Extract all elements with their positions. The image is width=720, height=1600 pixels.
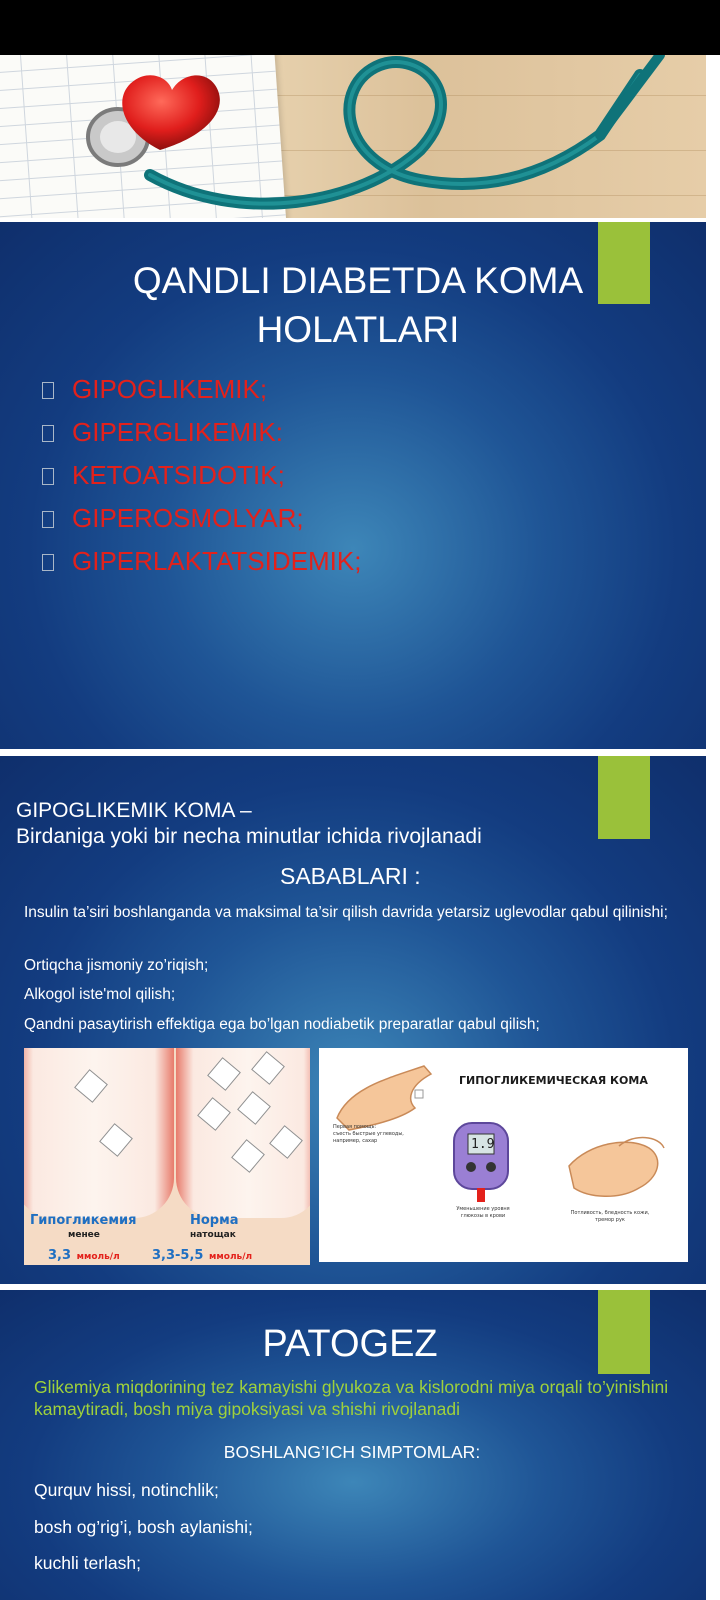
cause-text: Insulin ta’siri boshlanganda va maksimal ta’sir qilish davrida yetarsiz uglevodlar qabul qilinishi; [24,904,668,921]
list-item-label: GIPOGLIKEMIK; [72,374,268,404]
slide-coma-types [0,222,706,749]
hypo-unit: ммоль/л [76,1252,120,1262]
vessel-hypo [24,1048,174,1218]
coma-type-list [42,368,361,583]
list-item [42,454,361,497]
list-item-label: GIPERGLIKEMIK: [72,417,283,447]
top-black-bar [0,0,720,55]
list-item [42,497,361,540]
heading-causes: SABABLARI : [280,863,421,889]
sugar-cube-icon [415,1090,423,1098]
list-item [42,540,361,583]
meter-value: 1.9 [471,1137,495,1152]
header-photo [0,55,706,218]
heading-description: Birdaniga yoki bir necha minutlar ichida rivojlanadi [16,825,482,848]
hypo-sub: менее [68,1230,100,1240]
stethoscope-icon [0,55,706,218]
norm-sub: натощак [190,1230,236,1240]
bullet-icon [42,554,54,571]
symptom-item: kuchli terlash; [34,1553,141,1573]
list-item [42,368,361,411]
first-aid-caption: Первая помощь: съесть быстрые углеводы, например, сахар [333,1124,404,1144]
symptom-item: Qurquv hissi, notinchlik; [34,1480,219,1500]
hypoglycemic-coma-infographic [319,1048,688,1262]
hypo-value-line [48,1244,120,1263]
bullet-icon [42,382,54,399]
hypo-value: 3,3 [48,1248,72,1263]
bullet-icon [42,511,54,528]
heading-coma: GIPOGLIKEMIK KOMA – [16,799,252,822]
blood-vessel-illustration [24,1048,310,1265]
symptoms-heading: BOSHLANG’ICH SIMPTOMLAR: [223,1442,481,1462]
cause-text: Ortiqcha jismoniy zo’riqish; [24,957,209,974]
symptom-item: bosh og’rig’i, bosh aylanishi; [34,1517,253,1537]
slide-hypoglycemic-coma [0,756,706,1284]
title-line-1: QANDLI DIABETDA KOMA [132,260,584,301]
cause-text: Qandni pasaytirish effektiga ega bo’lgan nodiabetik preparatlar qabul qilish; [24,1016,540,1033]
list-item-label: GIPERLAKTATSIDEMIK; [72,546,362,576]
hypo-label: Гипогликемия [30,1213,137,1228]
norm-label: Норма [190,1213,239,1228]
list-item-label: KETOATSIDOTIK; [72,460,285,490]
norm-unit: ммоль/л [209,1252,253,1262]
slide-title: PATOGEZ [262,1323,438,1365]
title-line-2: HOLATLARI [256,309,460,350]
bullet-icon [42,468,54,485]
slide-pathogenesis [0,1290,706,1600]
hands-caption: Потливость, бледность кожи, тремор рук [570,1210,650,1223]
norm-value-line [152,1244,252,1263]
list-item-label: GIPEROSMOLYAR; [72,503,304,533]
bullet-icon [42,425,54,442]
trembling-hands-icon [569,1142,658,1196]
meter-caption: Уменьшение уровня глюкозы в крови [456,1206,510,1219]
slide-title [60,256,656,354]
cause-text: Alkogol iste'mol qilish; [24,986,176,1003]
norm-value: 3,3-5,5 [152,1248,204,1263]
list-item [42,411,361,454]
glucose-meter-icon [454,1123,508,1189]
infographic-title: ГИПОГЛИКЕМИЧЕСКАЯ КОМА [459,1074,648,1087]
pathogenesis-text: Glikemiya miqdorining tez kamayishi glyukoza va kislorodni miya orqali to’yinishini kamaytiradi, bosh miya gipoksiyasi va shishi rivojlanadi [34,1377,669,1419]
accent-bar [598,756,650,839]
